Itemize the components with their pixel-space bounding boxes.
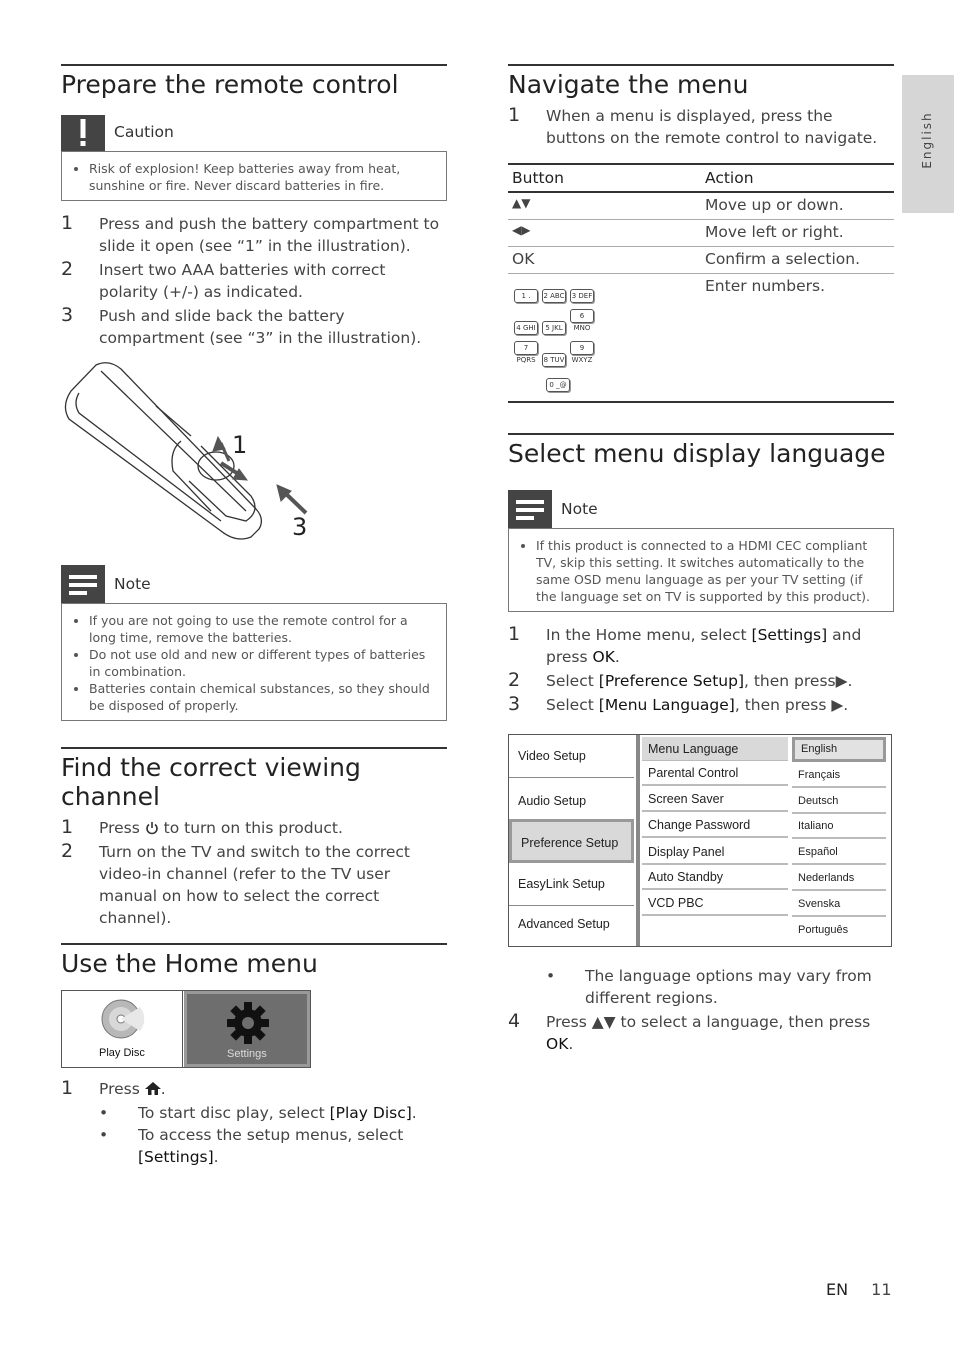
illus-label-3: 3 [292,513,308,541]
menu-item-video-setup[interactable]: Video Setup [509,735,634,778]
home-steps [61,1078,447,1168]
page-number: 11 [871,1280,892,1299]
menu-item-preference-setup[interactable]: Preference Setup [509,819,634,863]
lang-option-nederlands[interactable]: Nederlands [792,866,886,891]
step: 1 Press . [61,1077,166,1099]
table-row: ◀▶ Move left or right. [508,220,894,247]
key-9: 9 WXYZ [570,341,594,355]
channel-steps [61,817,447,929]
footer-lang: EN [826,1280,849,1299]
language-note-box [508,490,894,612]
side-tab-label: English [920,111,934,169]
pref-item-auto-standby[interactable]: Auto Standby [642,865,788,890]
disc-icon [96,997,146,1043]
key-0: 0 _@ [546,378,570,392]
illus-label-1: 1 [232,431,248,459]
channel-title: Find the correct viewing channel [61,747,447,811]
note-item: • Batteries contain chemical substances, so they should be disposed of properly. [89,680,436,714]
lang-option-deutsch[interactable]: Deutsch [792,789,886,814]
play-disc-tile [62,991,183,1067]
sub-bullet: • To access the setup menus, select [Settings]. [99,1126,404,1166]
key-7: 7 PQRS [514,341,538,355]
preference-panel [642,737,888,943]
table-row: 1 . 2 ABC 3 DEF 4 GHI 5 JKL6 MNO 7 PQRS 8 TUV9 WXYZ 0 _@ Enter numbers. [508,274,894,403]
menu-item-audio-setup[interactable]: Audio Setup [509,780,634,823]
left-column [61,64,447,1168]
settings-label: Settings [227,1048,267,1060]
settings-tile [184,991,310,1067]
pref-item-display-panel[interactable]: Display Panel [642,840,788,865]
step: 1 In the Home menu, select [Settings] and press OK. [508,623,862,666]
step: 4 Press ▲▼ to select a language, then press OK. [508,1010,871,1053]
step: 3 Select [Menu Language], then press ▶. [508,693,849,715]
home-menu-illustration [61,990,311,1068]
step: 2 Insert two AAA batteries with correct polarity (+/-) as indicated. [61,258,386,301]
step: 3 Push and slide back the battery compartment (see “3” in the illustration). [61,304,422,347]
language-title: Select menu display language [508,433,894,468]
note-item: • If you are not going to use the remote control for a long time, remove the batteries. [89,612,436,646]
exclamation-icon [61,115,105,151]
note-label: Note [561,500,598,518]
menu-item-advanced-setup[interactable]: Advanced Setup [518,917,610,931]
note-item: • If this product is connected to a HDMI CEC compliant TV, skip this setting. It switches automatically to the same OSD menu language as per your TV setting (if the language set on TV is supported by this product). [536,537,883,605]
numeric-keypad [512,284,614,398]
step: 2 Select [Preference Setup], then press▶. [508,669,853,691]
sub-bullet: • The language options may vary from different regions. [546,967,872,1007]
right-column [508,64,894,1057]
key-5: 5 JKL [542,321,566,335]
lang-option-espanol[interactable]: Español [792,840,886,865]
step: 1 Press and push the battery compartment to slide it open (see “1” in the illustration). [61,212,440,255]
setup-menu-screenshot [508,734,892,947]
caution-box [61,115,447,201]
lang-option-francais[interactable]: Français [792,763,886,788]
play-disc-label: Play Disc [99,1047,145,1059]
remote-battery-illustration [61,361,321,551]
pref-item-vcd-pbc[interactable]: VCD PBC [642,891,788,916]
step: 2 Turn on the TV and switch to the correct video-in channel (refer to the TV user manual on how to select the correct channel). [61,840,411,927]
navigate-table [508,163,894,403]
gear-icon [225,1000,271,1046]
prepare-title: Prepare the remote control [61,64,447,99]
power-icon [145,821,159,835]
note-label: Note [114,575,151,593]
key-4: 4 GHI [514,321,538,335]
step: 1 Press to turn on this product. [61,816,343,838]
col-action-header: Action [701,164,894,192]
language-side-tab [902,75,954,213]
lang-option-svenska[interactable]: Svenska [792,892,886,917]
home-title: Use the Home menu [61,943,447,978]
pref-item-change-password[interactable]: Change Password [642,813,788,838]
navigate-title: Navigate the menu [508,64,894,99]
setup-menu-list [509,735,640,946]
key-1: 1 . [514,289,538,303]
menu-item-easylink-setup[interactable]: EasyLink Setup [509,863,634,906]
note-icon [508,490,552,528]
note-item: • Do not use old and new or different types of batteries in combination. [89,646,436,680]
pref-item-screen-saver[interactable]: Screen Saver [642,787,788,812]
key-8: 8 TUV [542,353,566,367]
language-after-steps [508,965,894,1055]
lang-option-italiano[interactable]: Italiano [792,814,886,839]
home-icon [145,1082,161,1095]
prepare-steps [61,213,447,349]
page-footer [826,1280,892,1299]
note-icon [61,565,105,603]
language-steps [508,624,894,716]
table-row: ▲▼ Move up or down. [508,192,894,220]
pref-item-menu-language[interactable]: Menu Language [642,737,788,762]
step: 1 When a menu is displayed, press the buttons on the remote control to navigate. [508,104,878,147]
col-button-header: Button [508,164,701,192]
pref-item-parental-control[interactable]: Parental Control [642,761,788,786]
key-3: 3 DEF [570,289,594,303]
lang-option-english[interactable]: English [792,737,886,762]
table-row: OK Confirm a selection. [508,247,894,274]
key-2: 2 ABC [542,289,566,303]
caution-item: • Risk of explosion! Keep batteries away from heat, sunshine or fire. Never discard batteries in fire. [89,160,436,194]
key-6: 6 MNO [570,309,594,323]
note-box [61,565,447,721]
sub-bullet: • To start disc play, select [Play Disc]. [99,1104,417,1122]
lang-option-portugues[interactable]: Português [798,924,849,936]
caution-label: Caution [114,123,174,141]
